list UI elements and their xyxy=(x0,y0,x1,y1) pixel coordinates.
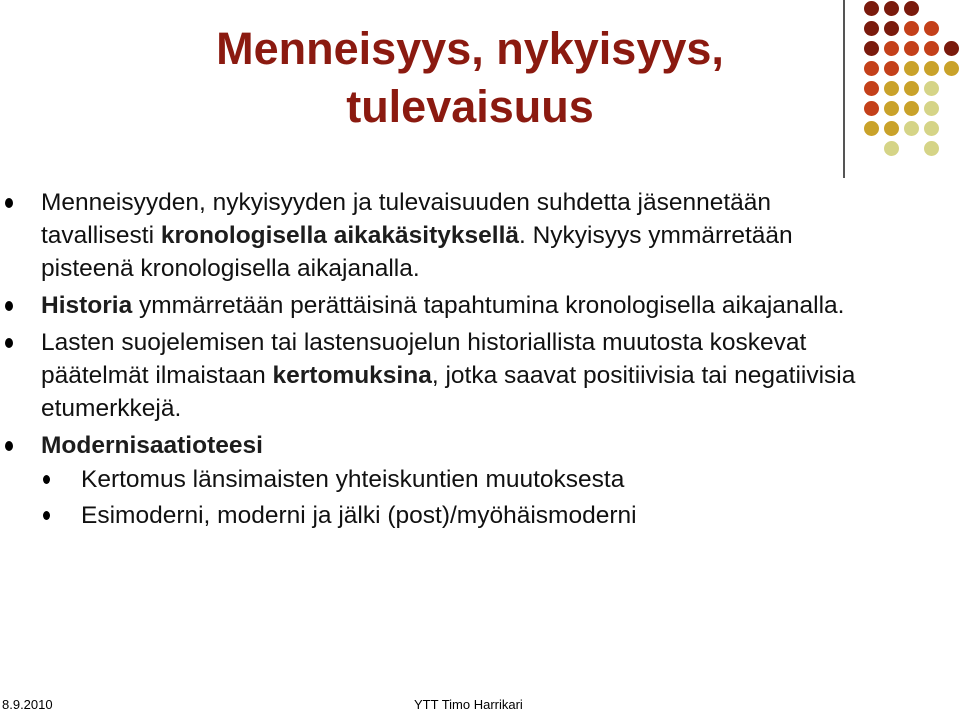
decorative-dot xyxy=(924,21,939,36)
bullet-icon xyxy=(5,301,13,311)
decorative-dot xyxy=(904,1,919,16)
decorative-dot xyxy=(944,41,959,56)
decorative-dot xyxy=(924,81,939,96)
decorative-dot xyxy=(904,121,919,136)
decorative-dot xyxy=(884,21,899,36)
bullet-item-2: Historia ymmärretään perättäisinä tapahtumina kronologisella aikajanalla. xyxy=(0,289,880,322)
bullet-list xyxy=(0,186,880,538)
decorative-dot xyxy=(944,61,959,76)
title-line-1: Menneisyys, nykyisyys, xyxy=(216,23,724,74)
slide-title xyxy=(110,20,830,136)
decorative-dot xyxy=(924,121,939,136)
bold-phrase: kertomuksina xyxy=(272,362,432,389)
sub-bullet-list xyxy=(41,462,880,534)
bullet-icon xyxy=(43,475,50,484)
footer-author: YTT Timo Harrikari xyxy=(414,697,523,712)
decorative-dot xyxy=(864,101,879,116)
decorative-dot xyxy=(924,101,939,116)
decorative-dot xyxy=(904,81,919,96)
sub-bullet-item-2: Esimoderni, moderni ja jälki (post)/myöhäismoderni xyxy=(41,498,880,534)
bullet-icon xyxy=(5,338,13,348)
decorative-dot xyxy=(924,141,939,156)
decorative-dot xyxy=(884,101,899,116)
decorative-dot xyxy=(884,1,899,16)
footer-date: 8.9.2010 xyxy=(2,697,53,712)
bold-phrase: Historia xyxy=(41,292,133,319)
bullet-icon xyxy=(5,198,13,208)
decorative-dot xyxy=(904,61,919,76)
decorative-dot xyxy=(904,101,919,116)
bullet-icon xyxy=(5,441,13,451)
decorative-dot xyxy=(884,61,899,76)
decorative-dot xyxy=(864,1,879,16)
title-line-2: tulevaisuus xyxy=(346,81,594,132)
sub-bullet-item-1: Kertomus länsimaisten yhteiskuntien muutoksesta xyxy=(41,462,880,498)
decorative-dot xyxy=(884,141,899,156)
decorative-dot xyxy=(864,21,879,36)
decorative-dot xyxy=(884,41,899,56)
decorative-dot xyxy=(884,81,899,96)
decorative-dot xyxy=(864,121,879,136)
bullet-item-3: Lasten suojelemisen tai lastensuojelun historiallista muutosta koskevat päätelmät ilmaistaan kertomuksina, jotka saavat positiivisia tai negatiivisia etumerkkejä. xyxy=(0,326,880,425)
decorative-dot xyxy=(904,41,919,56)
decorative-dot xyxy=(924,41,939,56)
bullet-item-4 xyxy=(0,429,880,534)
decorative-dot-grid xyxy=(861,0,960,160)
decorative-dot xyxy=(904,21,919,36)
decorative-divider xyxy=(843,0,845,178)
bullet-icon xyxy=(43,511,50,520)
bullet-item-1: Menneisyyden, nykyisyyden ja tulevaisuuden suhdetta jäsennetään tavallisesti kronologisella aikakäsityksellä. Nykyisyys ymmärretään pisteenä kronologisella aikajanalla. xyxy=(0,186,880,285)
decorative-dot xyxy=(864,81,879,96)
bold-phrase: Modernisaatioteesi xyxy=(41,432,263,459)
decorative-dot xyxy=(884,121,899,136)
bold-phrase: kronologisella aikakäsityksellä xyxy=(160,222,519,249)
decorative-dot xyxy=(864,41,879,56)
decorative-dot xyxy=(864,61,879,76)
decorative-dot xyxy=(924,61,939,76)
